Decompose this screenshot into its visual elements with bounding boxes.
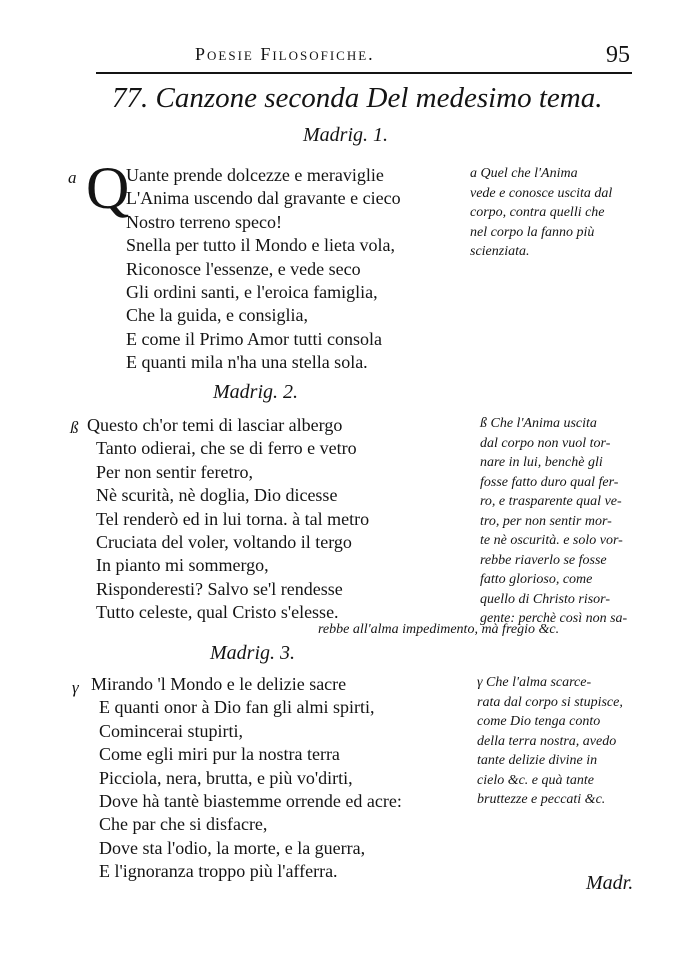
gloss-line: rata dal corpo si stupisce,: [477, 694, 623, 710]
gloss-line: quello di Christo risor-: [480, 591, 611, 607]
page-number: 95: [606, 42, 630, 68]
verse-line: Snella per tutto il Mondo e lieta vola,: [126, 235, 395, 256]
gloss-line: corpo, contra quelli che: [470, 205, 605, 220]
catchword: Madr.: [586, 872, 634, 894]
gloss-line: fosse fatto duro qual fer-: [480, 474, 619, 490]
gloss-line: cielo &c. e quà tante: [477, 772, 595, 788]
verse-line: E l'ignoranza troppo più l'afferra.: [99, 861, 338, 882]
madrigal-1-gloss: [470, 164, 612, 262]
madrigal-3-verse: [91, 673, 402, 884]
gloss-line: tro, per non sentir mor-: [480, 513, 612, 529]
verse-line: L'Anima uscendo dal gravante e cieco: [126, 188, 401, 209]
verse-line: Che la guida, e consiglia,: [126, 305, 308, 326]
note-marker-b: ß: [70, 418, 79, 437]
gloss-line: vede e conosce uscita dal: [470, 185, 613, 201]
madrigal-2-gloss-tail: rebbe all'alma impedimento, mà fregio &c.: [318, 622, 560, 637]
note-marker-a: a: [68, 168, 77, 187]
madrigal-3-gloss: [477, 673, 623, 810]
gloss-line: gente: perchè così non sa-: [480, 611, 628, 626]
gloss-line: dal corpo non vuol tor-: [480, 435, 611, 451]
gloss-line: ro, e trasparente qual ve-: [480, 494, 622, 509]
gloss-line: scienziata.: [470, 244, 530, 259]
verse-line: Comincerai stupirti,: [99, 720, 243, 741]
gloss-line: a Quel che l'Anima: [470, 166, 578, 181]
gloss-line: tante delizie divine in: [477, 753, 598, 768]
verse-line: Tanto odierai, che se di ferro e vetro: [96, 438, 357, 459]
verse-line: Nè scurità, nè doglia, Dio dicesse: [96, 485, 338, 506]
verse-line: Dove sta l'odio, la morte, e la guerra,: [99, 837, 366, 858]
gloss-line: nel corpo la fanno più: [470, 224, 595, 240]
verse-line: Tutto celeste, qual Cristo s'elesse.: [96, 602, 339, 623]
header-rule: [96, 72, 632, 74]
verse-line: E quanti onor à Dio fan gli almi spirti,: [99, 697, 375, 718]
verse-line: Cruciata del voler, voltando il tergo: [96, 531, 352, 552]
madrigal-1-verse: [126, 164, 401, 375]
verse-line: In pianto mi sommergo,: [96, 555, 269, 576]
gloss-line: fatto glorioso, come: [480, 572, 593, 587]
madrigal-2-heading: Madrig. 2.: [213, 381, 298, 403]
gloss-line: γ Che l'alma scarce-: [477, 675, 592, 690]
madrigal-2-verse: [87, 414, 369, 625]
verse-line: Questo ch'or temi di lasciar albergo: [87, 415, 343, 435]
gloss-line: della terra nostra, avedo: [477, 733, 617, 749]
section-title: 77. Canzone seconda Del medesimo tema.: [112, 82, 603, 114]
verse-line: Gli ordini santi, e l'eroica famiglia,: [126, 281, 378, 302]
verse-line: Nostro terreno speco!: [126, 211, 282, 232]
verse-line: E quanti mila n'ha una stella sola.: [126, 352, 368, 373]
gloss-line: come Dio tenga conto: [477, 714, 601, 729]
verse-line: Mirando 'l Mondo e le delizie sacre: [91, 674, 347, 694]
verse-line: Per non sentir feretro,: [96, 461, 253, 482]
gloss-line: ß Che l'Anima uscita: [480, 416, 597, 431]
gloss-line: nare in lui, benchè gli: [480, 455, 603, 470]
gloss-line: bruttezze e peccati &c.: [477, 792, 606, 807]
verse-line: Picciola, nera, brutta, e più vo'dirti,: [99, 767, 353, 788]
verse-line: Tel renderò ed in lui torna. à tal metro: [96, 508, 370, 529]
verse-line: Risponderesti? Salvo se'l rendesse: [96, 578, 343, 599]
madrigal-3-heading: Madrig. 3.: [210, 642, 295, 664]
verse-line: Come egli miri pur la nostra terra: [99, 744, 340, 765]
verse-line: Che par che si disfacre,: [99, 814, 268, 835]
drop-cap: Q: [86, 155, 130, 221]
gloss-line: rebbe riaverlo se fosse: [480, 552, 607, 568]
verse-line: E come il Primo Amor tutti consola: [126, 328, 382, 349]
madrigal-1-heading: Madrig. 1.: [303, 124, 388, 146]
madrigal-2-gloss: [480, 414, 627, 629]
verse-line: Riconosce l'essenze, e vede seco: [126, 258, 361, 279]
note-marker-c: γ: [72, 678, 79, 697]
verse-line: Uante prende dolcezze e meraviglie: [126, 165, 384, 185]
running-head: Poesie Filosofiche.: [195, 44, 375, 64]
verse-line: Dove hà tantè biastemme orrende ed acre:: [99, 790, 402, 811]
gloss-line: te nè oscurità. e solo vor-: [480, 533, 623, 548]
